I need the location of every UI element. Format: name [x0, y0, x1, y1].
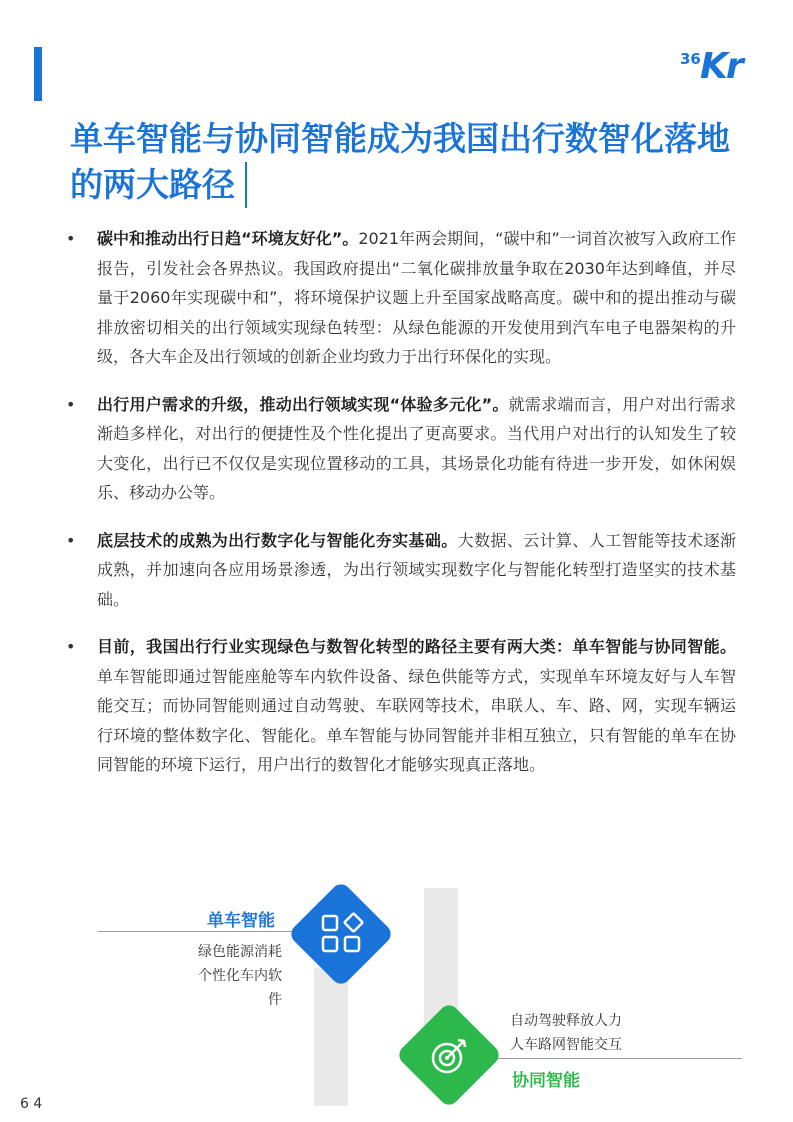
- collab-desc-line: 自动驾驶释放人力: [510, 1013, 622, 1029]
- single-divider: [98, 931, 294, 932]
- single-desc: [188, 940, 282, 1012]
- bullet-item: [66, 390, 736, 508]
- bullet-text: 单车智能即通过智能座舱等车内软件设备、绿色供能等方式，实现单车环境友好与人车智能交互；而协同智能则通过自动驾驶、车联网等技术，串联人、车、路、网，实现车辆运行环境的整体数字化、智能化。单车智能与协同智能并非相互独立，只有智能的单车在协同智能的环境下运行，用户出行的数智化才能够实现真正落地。: [97, 666, 736, 774]
- single-desc-line: 绿色能源消耗: [198, 944, 282, 960]
- header-accent-bar: [34, 47, 42, 101]
- logo-letters: Kr: [700, 46, 742, 87]
- bullet-text: 就需求端而言，用户对出行需求渐趋多样化，对出行的便捷性及个性化提出了更高要求。当代用户对出行的认知发生了较大变化，出行已不仅仅是实现位置移动的工具，其场景化功能有待进一步开发，如休闲娱乐、移动办公等。: [97, 394, 736, 502]
- collab-title: 协同智能: [512, 1071, 580, 1091]
- diagram-bar-left: [314, 968, 348, 1106]
- bullet-dot-icon: •: [66, 229, 76, 248]
- bullet-lead: 底层技术的成熟为出行数字化与智能化夯实基础。: [97, 530, 458, 550]
- bullet-text: 大数据、云计算、人工智能等技术逐渐成熟，并加速向各应用场景渗透，为出行领域实现数字化与智能化转型打造坚实的技术基础。: [97, 530, 736, 609]
- page-title: 单车智能与协同智能成为我国出行数智化落地的两大路径: [70, 119, 730, 204]
- collab-divider: [470, 1058, 742, 1059]
- collab-desc-line: 人车路网智能交互: [510, 1037, 622, 1053]
- collab-desc: [510, 1009, 622, 1057]
- bullet-list: [66, 224, 736, 798]
- bullet-item: [66, 224, 736, 372]
- bullet-dot-icon: •: [66, 530, 76, 550]
- bullet-dot-icon: •: [66, 394, 76, 414]
- logo-number: 36: [680, 50, 701, 68]
- grid-shapes-icon: [318, 910, 366, 958]
- single-title: 单车智能: [207, 911, 275, 931]
- bullet-item: [66, 526, 736, 615]
- bullet-item: [66, 632, 736, 780]
- bullet-lead: 目前，我国出行行业实现绿色与数智化转型的路径主要有两大类：单车智能与协同智能。: [97, 637, 736, 656]
- target-arrow-icon: [426, 1031, 474, 1079]
- page-number: 6 4: [20, 1096, 43, 1112]
- bullet-dot-icon: •: [66, 637, 76, 656]
- title-cursor-line: [245, 162, 247, 208]
- bullet-lead: 出行用户需求的升级，推动出行领域实现“体验多元化”。: [97, 394, 509, 414]
- bullet-lead: 碳中和推动出行日趋“环境友好化”。: [97, 229, 359, 248]
- single-desc-line: 个性化车内软件: [198, 968, 282, 1008]
- bullet-text: 2021年两会期间，“碳中和”一词首次被写入政府工作报告，引发社会各界热议。我国政府提出“二氧化碳排放量争取在2030年达到峰值，并尽量于2060年实现碳中和”，将环境保护议题上升至国家战略高度。碳中和的提出推动与碳排放密切相关的出行领域实现绿色转型：从绿色能源的开发使用到汽车电子电器架构的升级，各大车企及出行领域的创新企业均致力于出行环保化的实现。: [97, 229, 736, 366]
